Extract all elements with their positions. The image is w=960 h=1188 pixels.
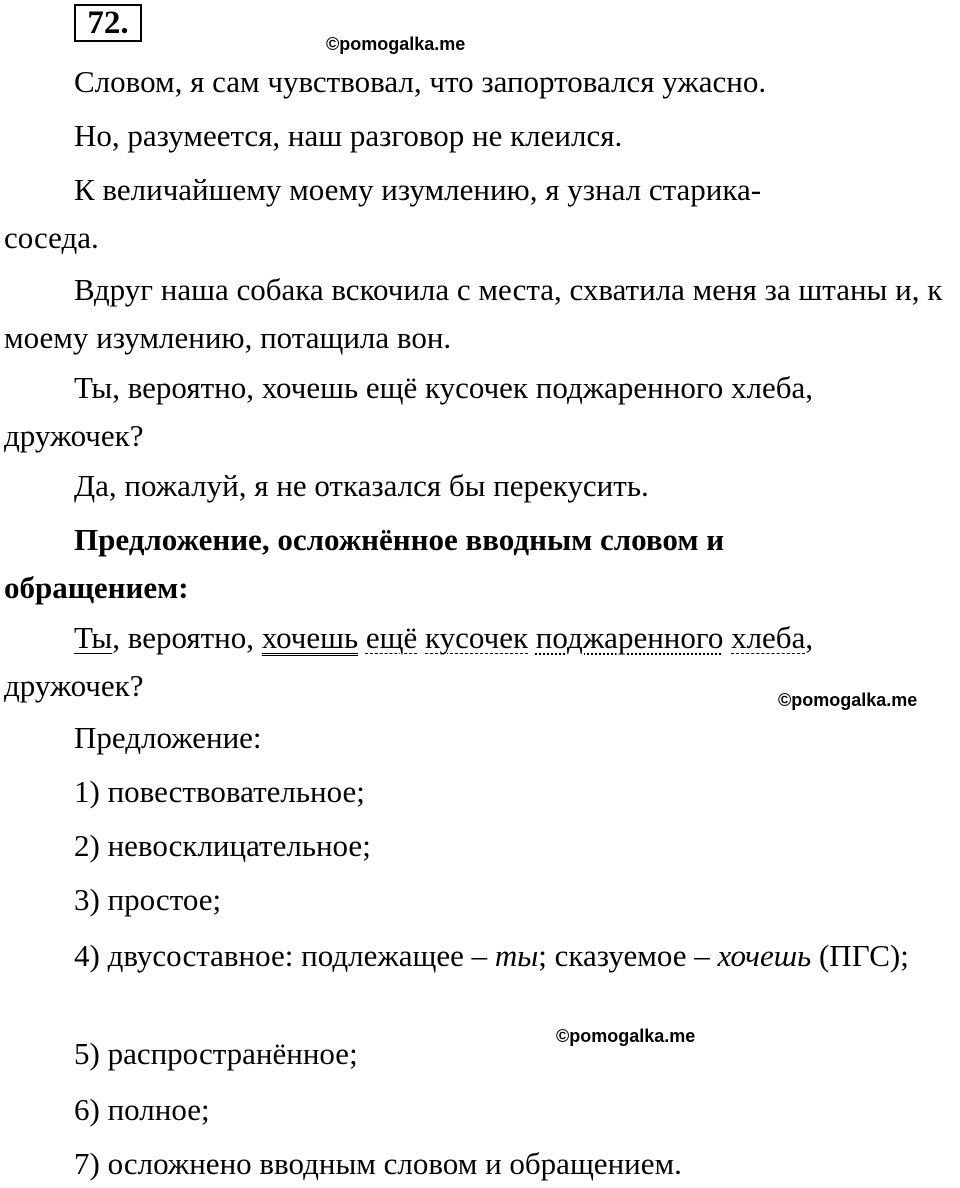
- address-word: , дружочек?: [4, 620, 814, 703]
- analysis-item-7: 7) осложнено вводным словом и обращением.: [74, 1146, 682, 1181]
- item4-subject: ты: [494, 938, 539, 973]
- analysis-item-3: 3) простое;: [74, 882, 222, 917]
- sentence-2: Но, разумеется, наш разговор не клеился.: [74, 118, 623, 153]
- sentence-1: Словом, я сам чувствовал, что запортовался ужасно.: [74, 64, 767, 99]
- sentence-3: К величайшему моему изумлению, я узнал старика-соседа.: [4, 172, 762, 255]
- sentence-4: Вдруг наша собака вскочила с места, схватила меня за штаны и, к моему изумлению, потащила вон.: [4, 272, 943, 355]
- item4-suffix: (ПГС);: [818, 938, 909, 973]
- item4-prefix: 4) двусоставное: подлежащее –: [74, 938, 495, 973]
- object-word-2: хлеба: [731, 620, 806, 655]
- watermark-bottom: ©pomogalka.me: [556, 1026, 696, 1046]
- adverbial-word: ещё: [365, 620, 418, 655]
- analysis-item-6: 6) полное;: [74, 1092, 210, 1127]
- exercise-number: 72.: [74, 4, 142, 42]
- sentence-6: Да, пожалуй, я не отказался бы перекусить.: [74, 468, 649, 503]
- predicate-word: хочешь: [261, 620, 359, 655]
- analysis-label: Предложение:: [74, 720, 262, 755]
- watermark-middle: ©pomogalka.me: [778, 690, 918, 710]
- sentence-5: Ты, вероятно, хочешь ещё кусочек поджаренного хлеба, дружочек?: [4, 370, 814, 453]
- attribute-word: поджаренного: [535, 620, 724, 655]
- item4-middle: ; сказуемое –: [538, 938, 718, 973]
- analysis-item-5: 5) распространённое;: [74, 1036, 358, 1071]
- parsed-sentence: [4, 614, 874, 710]
- introductory-word: , вероятно,: [112, 620, 262, 655]
- watermark-top: ©pomogalka.me: [326, 34, 466, 54]
- item4-predicate: хочешь: [717, 938, 812, 973]
- section-heading: Предложение, осложнённое вводным словом и обращением:: [4, 522, 725, 605]
- subject-word: Ты: [74, 620, 113, 655]
- analysis-item-4: [4, 932, 954, 980]
- object-word: кусочек: [425, 620, 529, 655]
- analysis-item-2: 2) невосклицательное;: [74, 828, 371, 863]
- analysis-item-1: 1) повествовательное;: [74, 774, 365, 809]
